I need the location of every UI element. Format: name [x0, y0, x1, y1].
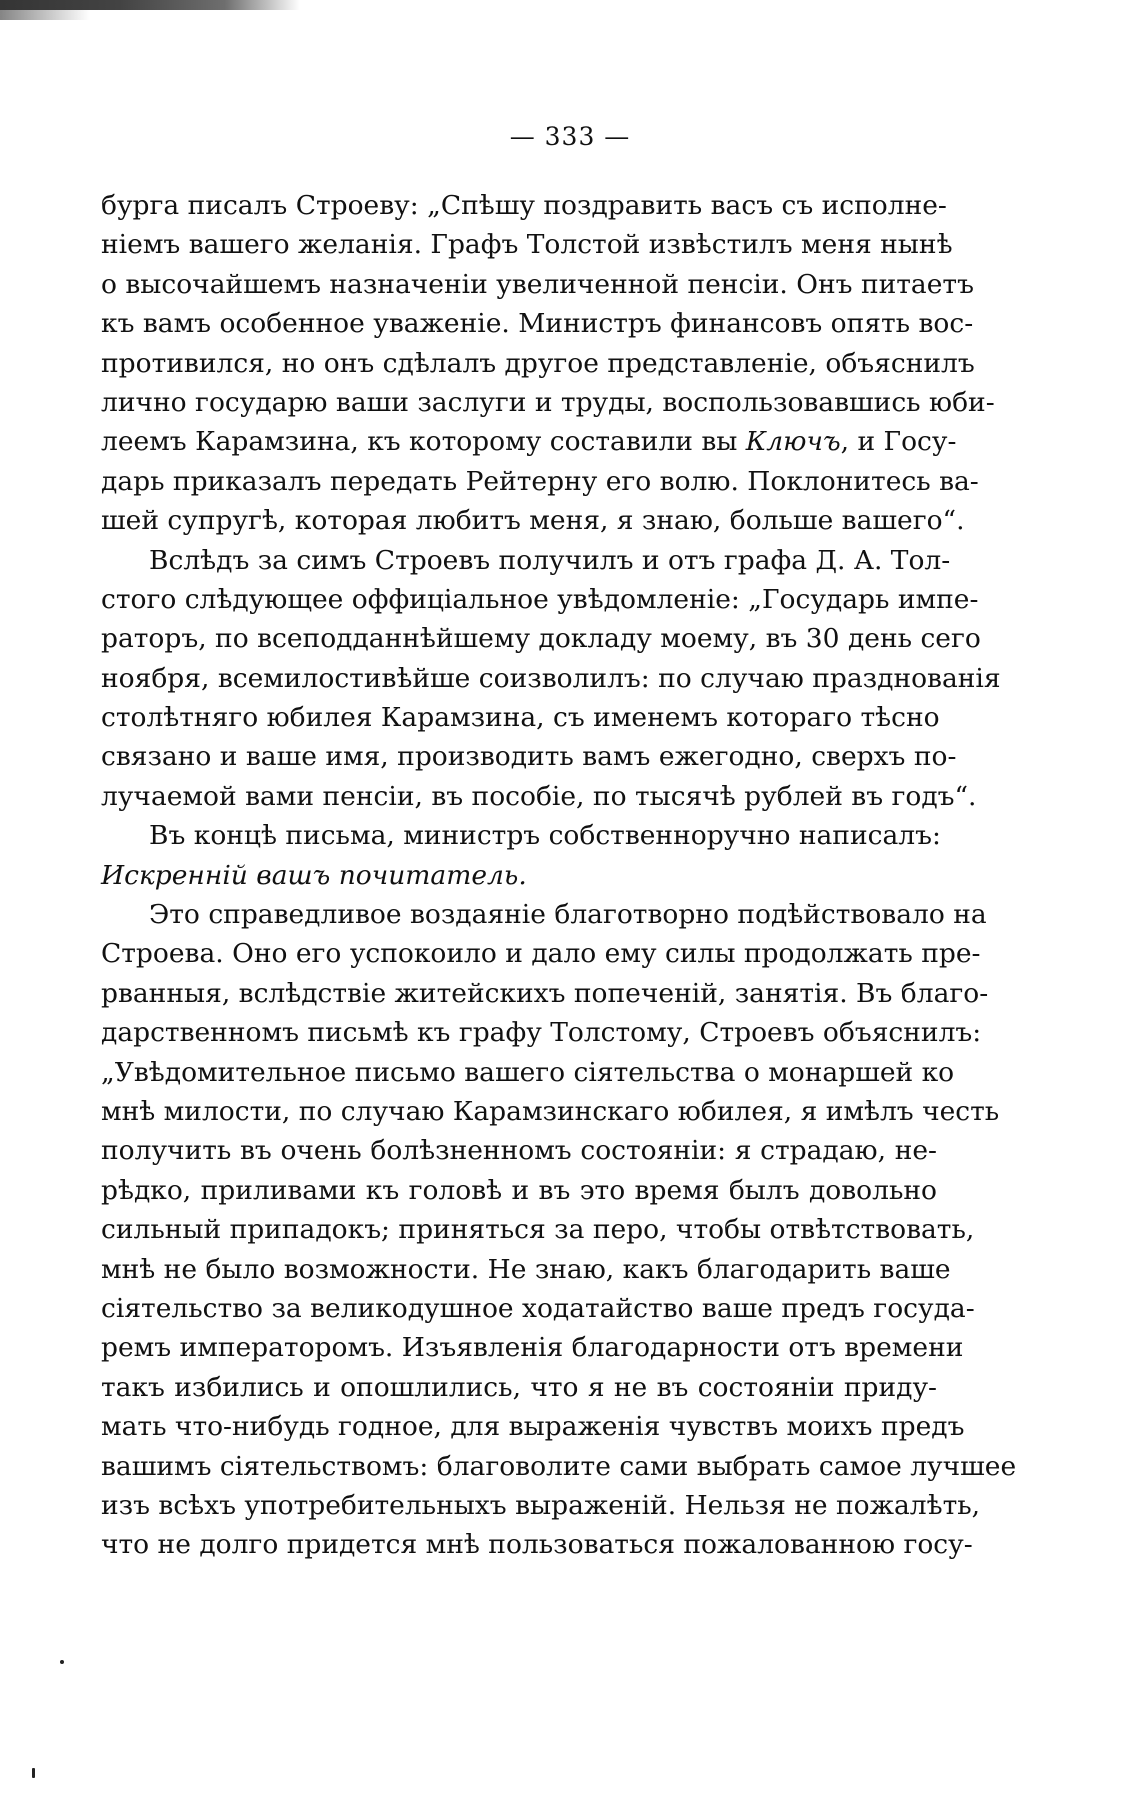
text-line: сіятельство за великодушное ходатайство ваше предъ госуда-: [101, 1292, 975, 1324]
paragraph: [101, 816, 941, 895]
text-line: лучаемой вами пенсіи, въ пособіе, по тысячѣ рублей въ годъ“.: [101, 780, 977, 812]
text-line: рѣдко, приливами къ головѣ и въ это время былъ довольно: [101, 1174, 937, 1206]
text-line: о высочайшемъ назначеніи увеличенной пенсіи. Онъ питаетъ: [101, 268, 974, 300]
text-line: ніемъ вашего желанія. Графъ Толстой извѣстилъ меня нынѣ: [101, 229, 953, 261]
text-line: связано и ваше имя, производить вамъ ежегодно, сверхъ по-: [101, 741, 957, 773]
text-line: изъ всѣхъ употребительныхъ выраженій. Нельзя не пожалѣть,: [101, 1489, 981, 1521]
body-text: [101, 186, 1017, 1565]
text-line: раторъ, по всеподданнѣйшему докладу моему, въ 30 день сего: [101, 623, 981, 655]
page-number: — 333 —: [509, 122, 631, 151]
text-line: дарственномъ письмѣ къ графу Толстому, Строевъ объяснилъ:: [101, 1017, 982, 1049]
text-line: шей супругѣ, которая любитъ меня, я знаю, больше вашего“.: [101, 505, 965, 537]
text-line: Вслѣдъ за симъ Строевъ получилъ и отъ графа Д. А. Тол-: [149, 544, 951, 576]
text-line: стого слѣдующее оффиціальное увѣдомленіе: „Государь импе-: [101, 583, 979, 615]
scan-edge-mark-secondary: [0, 10, 90, 20]
text-line: получить въ очень болѣзненномъ состояніи: я страдаю, не-: [101, 1135, 937, 1167]
scan-speck: [60, 1660, 64, 1664]
text-line: бурга писалъ Строеву: „Спѣшу поздравить васъ съ исполне-: [101, 190, 947, 221]
text-line: Это справедливое воздаяніе благотворно подѣйствовало на: [149, 899, 987, 931]
text-line: мнѣ не было возможности. Не знаю, какъ благодарить ваше: [101, 1253, 951, 1285]
text-line: такъ избились и опошлились, что я не въ состояніи приду-: [101, 1371, 937, 1403]
text-line: лично государю ваши заслуги и труды, воспользовавшись юби-: [101, 386, 995, 418]
text-line: вашимъ сіятельствомъ: благоволите сами выбрать самое лучшее: [101, 1450, 1017, 1482]
text-line: леемъ Карамзина, къ которому составили вы Ключъ, и Госу-: [101, 426, 957, 458]
text-line: ремъ императоромъ. Изъявленія благодарности отъ времени: [101, 1332, 964, 1364]
text-line: противился, но онъ сдѣлалъ другое представленіе, объяснилъ: [101, 347, 975, 379]
scan-speck: [32, 1768, 35, 1778]
text-line: мать что-нибудь годное, для выраженія чувствъ моихъ предъ: [101, 1411, 965, 1443]
text-line: столѣтняго юбилея Карамзина, съ именемъ котораго тѣсно: [101, 702, 940, 734]
italic-title: Ключъ: [745, 426, 841, 458]
text-line: Строева. Оно его успокоило и дало ему силы продолжать пре-: [101, 938, 981, 970]
paragraph: [101, 541, 1001, 817]
text-line: къ вамъ особенное уваженіе. Министръ финансовъ опять вос-: [101, 308, 974, 340]
text-line: рванныя, вслѣдствіе житейскихъ попеченій, занятія. Въ благо-: [101, 977, 989, 1009]
italic-signature-line: Искренній вашъ почитатель.: [101, 859, 527, 891]
text-line: сильный припадокъ; приняться за перо, чтобы отвѣтствовать,: [101, 1214, 975, 1246]
text-line: ноября, всемилостивѣйше соизволилъ: по случаю празднованія: [101, 662, 1001, 694]
text-line: Въ концѣ письма, министръ собственноручно написалъ:: [149, 820, 941, 852]
paragraph: [101, 186, 995, 541]
text-line: мнѣ милости, по случаю Карамзинскаго юбилея, я имѣлъ честь: [101, 1095, 1000, 1127]
text-line: что не долго придется мнѣ пользоваться пожалованною госу-: [101, 1529, 973, 1561]
paragraph: [101, 895, 1017, 1565]
scan-edge-mark: [0, 0, 300, 10]
text-line: „Увѣдомительное письмо вашего сіятельства о монаршей ко: [101, 1056, 955, 1088]
text-line: дарь приказалъ передать Рейтерну его волю. Поклонитесь ва-: [101, 465, 979, 497]
